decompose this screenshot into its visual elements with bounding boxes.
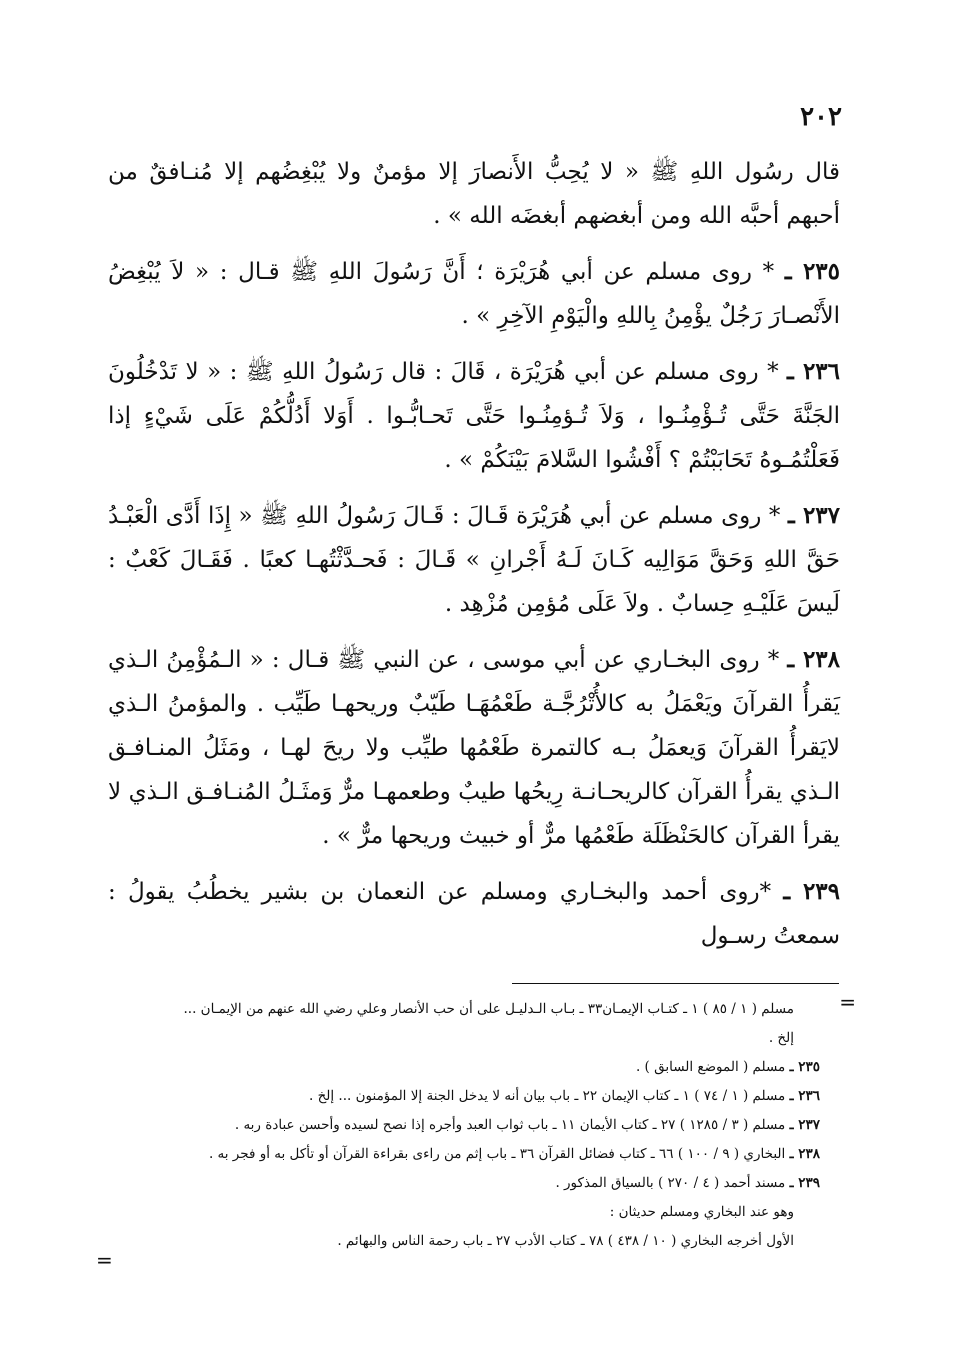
- hadith-235: [108, 250, 840, 338]
- footnote-text: مسلم ( ١ / ٨٥ ) ١ ـ كتـاب الإيمـان٣٣ ـ بـاب الـدليـل على أن حب الأنصار وعلي رضي الله عنهم من الإيمـان ...: [183, 1001, 794, 1017]
- footnote-text: البخاري ( ٩ / ١٠٠ ) ٦٦ ـ كتاب فضائل القرآن ٣٦ ـ باب إثم من راءى بقراءة القرآن أو تأكل به أو فجر به .: [208, 1146, 786, 1162]
- footnote-text: وهو عند البخاري ومسلم حديثان :: [609, 1204, 794, 1220]
- footnote-239: [140, 1169, 820, 1198]
- paragraph-text: * روى مسلم عن أبي هُرَيْرَة ، قَالَ : قال رَسُولُ اللهِ ﷺ : « لا تَدْخُلُونَ الجَنَّةَ حَتَّى تُـؤْمِنُـوا ، وَلاَ تُـؤمِنُـوا حَتَّى تَحـابُّـوا . أَوَلا أَدُلُّكُمْ عَلَى شَيْءٍ إذا فَعَلْتُمُـوهُ تَحَابَبْتُمْ ؟ أَفْشُوا السَّلامَ بَيْنَكُمْ » .: [108, 359, 840, 473]
- footnote-number: ٢٣٥ ـ: [789, 1059, 820, 1075]
- footnote-237: [140, 1111, 820, 1140]
- footnote-number: ٢٣٩ ـ: [789, 1175, 820, 1191]
- continuation-mark-bottom: =: [96, 1248, 113, 1272]
- footnote-number: ٢٣٨ ـ: [789, 1146, 820, 1162]
- hadith-number: ٢٣٥ ـ: [784, 258, 841, 285]
- footnote-text: مسند أحمد ( ٤ / ٢٧٠ ) بالسياق المذكور .: [555, 1175, 786, 1191]
- footnote-239-note: [140, 1198, 820, 1227]
- footnote-continued-line: [140, 1024, 820, 1053]
- footnote-235: [140, 1053, 820, 1082]
- hadith-239: [108, 870, 840, 958]
- hadith-number: ٢٣٦ ـ: [787, 358, 840, 385]
- paragraph-text: * روى البخـاري عن أبي موسى ، عن النبي ﷺ قـال : « الـمُؤْمِنُ الـذي يَقرأُ القرآنَ ويَعْمَلُ به كالأُتْرُجَّـة طَعْمُهَـا طَيّبٌ وريحهـا طَيِّب . والمؤمنُ الـذي لايَقرأُ القرآنَ وَيعمَلُ بـه كالتمرة طَعْمُها طيِّب ولا ريحَ لهـا ، ومَثَلُ المنـافـق الـذي يقرأُ القرآن كالريحـانـة رِيحُها طيبٌ وطعمهـا مرٌّ وَمثَـلُ المُنـافـق الـذي لا يقرأ القرآن كالحَنْظَلَة طَعْمُها مرٌّ أو خبيث وريحها مرٌّ » .: [108, 647, 840, 849]
- hadith-number: ٢٣٧ ـ: [787, 502, 841, 529]
- footnote-divider: [512, 983, 839, 984]
- paragraph-text: *روى أحمد والبخـاري ومسلم عن النعمان بن بشير يخطُبُ يقولُ : سمعتُ رسـول: [108, 879, 840, 949]
- footnote-text: مسلم ( ١ / ٧٤ ) ١ ـ كتاب الإيمان ٢٢ ـ باب بيان أنه لا يدخل الجنة إلا المؤمنون ... إلخ .: [308, 1088, 786, 1104]
- footnote-238: [140, 1140, 820, 1169]
- footnotes: [140, 995, 820, 1256]
- footnote-239-note: [140, 1227, 820, 1256]
- hadith-238: [108, 638, 840, 858]
- footnote-continued: [140, 995, 820, 1024]
- continuation-mark-top: =: [839, 990, 856, 1014]
- main-text: [108, 150, 840, 970]
- footnote-text: مسلم ( الموضع السابق ) .: [635, 1059, 786, 1075]
- hadith-237: [108, 494, 840, 626]
- footnote-text: إلخ .: [768, 1030, 794, 1046]
- footnote-text: مسلم ( ٣ / ١٢٨٥ ) ٢٧ ـ كتاب الأيمان ١١ ـ باب ثواب العبد وأجره إذا نصح لسيده وأحسن عبادة ربه .: [234, 1117, 786, 1133]
- paragraph-text: * روى مسلم عن أبي هُرَيْرَة قَـالَ : قَـالَ رَسُولُ اللهِ ﷺ « إِذَا أَدَّى الْعَبْـدُ حَقَّ اللهِ وَحَقَّ مَوَالِيه كَـانَ لَـهُ أَجْرانِ » قَـالَ : فَحـدَّثْتُهـا كعبًا . فَقَـالَ كَعْبٌ : لَيسَ عَلَيْـهِ حِسابٌ . ولاَ عَلَى مُؤمِن مُزْهِد .: [108, 503, 840, 617]
- hadith-number: ٢٣٨ ـ: [787, 646, 841, 673]
- paragraph-text: * روى مسلم عن أبي هُرَيْرَة ؛ أَنَّ رَسُولَ اللهِ ﷺ قـال : « لاَ يُبْغِضُ الأَنْصـارَ رَجُلٌ يؤْمِنُ بِاللهِ والْيَوْمِ الآخِرِ » .: [108, 259, 840, 329]
- paragraph-text: قال رسُول اللهِ ﷺ « لا يُحِبُّ الأَنصارَ إلا مؤمنٌ ولا يُبْغِضُهم إلا مُنـافقٌ من أحبهم أحبَّه الله ومن أبغضهم أبغضَه الله » .: [108, 159, 840, 229]
- footnote-number: ٢٣٧ ـ: [789, 1117, 820, 1133]
- footnote-number: ٢٣٦ ـ: [789, 1088, 820, 1104]
- footnote-236: [140, 1082, 820, 1111]
- paragraph-continued: [108, 150, 840, 238]
- hadith-236: [108, 350, 840, 482]
- page-number: ٢٠٢: [800, 102, 842, 132]
- hadith-number: ٢٣٩ ـ: [783, 878, 841, 905]
- footnote-text: الأول أخرجه البخاري ( ١٠ / ٤٣٨ ) ٧٨ ـ كتاب الأدب ٢٧ ـ باب رحمة الناس والبهائم .: [337, 1233, 794, 1249]
